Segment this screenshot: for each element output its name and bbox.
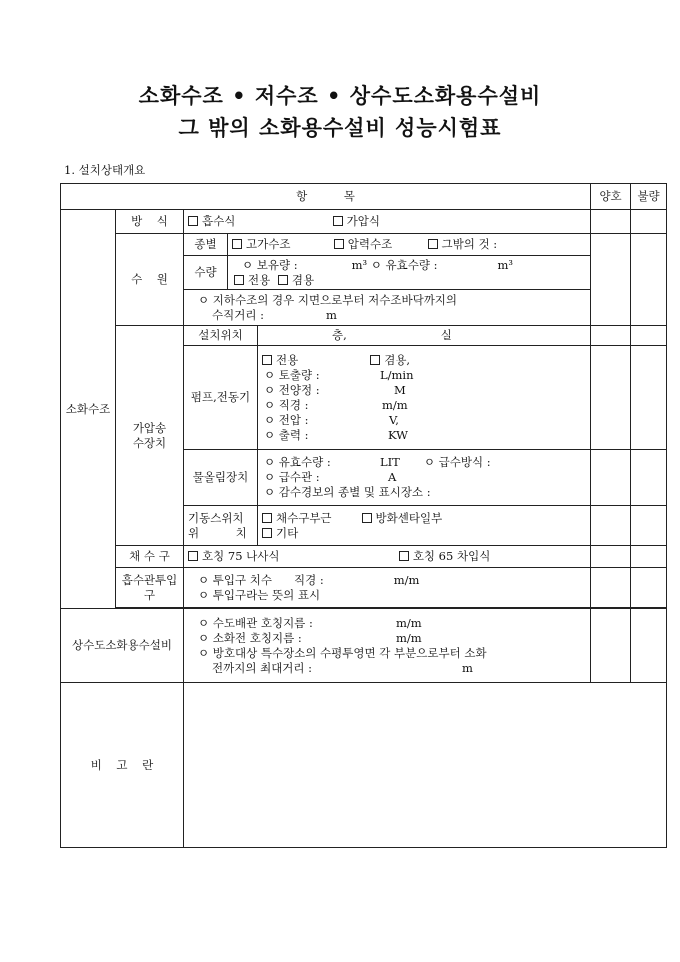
type-opt-pressure[interactable]: 압력수조 — [334, 237, 392, 251]
check-bad[interactable] — [631, 326, 667, 346]
switch-label: 기동스위치위 치 — [184, 506, 258, 546]
type-opt-elevated[interactable]: 고가수조 — [232, 237, 290, 251]
check-bad[interactable] — [631, 346, 667, 450]
check-good[interactable] — [591, 609, 631, 683]
water-supply-specs: ㅇ 수도배관 호칭지름 : m/m ㅇ 소화전 호칭지름 : m/m ㅇ 방호대상 특수장소의 수평투영면 각 부분으로부터 소화 전까지의 최대거리 : m — [184, 609, 591, 683]
remarks-label: 비 고 란 — [61, 683, 184, 848]
location-value: 층, 실 — [258, 326, 591, 346]
check-good[interactable] — [591, 234, 631, 326]
check-good[interactable] — [591, 568, 631, 608]
outlet-options: 호칭 75 나사식 호칭 65 차입식 — [184, 546, 591, 568]
header-good: 양호 — [591, 184, 631, 210]
title-line-2: 그 밖의 소화용수설비 성능시험표 — [178, 116, 502, 140]
suction-label: 흡수관투입구 — [116, 568, 184, 608]
check-good[interactable] — [591, 450, 631, 506]
pump-specs: 전용 겸용, ㅇ 토출량 : L/min ㅇ 전양정 : M ㅇ 직경 : m/m ㅇ 전압 : V, ㅇ 출력 : KW — [258, 346, 591, 450]
checkbox[interactable] — [334, 239, 344, 249]
type-opt-other[interactable]: 그밖의 것 : — [428, 237, 498, 251]
check-good[interactable] — [591, 346, 631, 450]
source-qty: ㅇ 보유량 : m³ ㅇ 유효수량 : m³ 전용 겸용 — [228, 256, 591, 290]
checkbox[interactable] — [370, 355, 380, 365]
water-supply-label: 상수도소화용수설비 — [61, 609, 184, 683]
checkbox[interactable] — [262, 355, 272, 365]
check-good[interactable] — [591, 210, 631, 234]
checkbox[interactable] — [428, 239, 438, 249]
checkbox[interactable] — [262, 528, 272, 538]
switch-options: 채수구부근 방화센타일부 기타 — [258, 506, 591, 546]
check-bad[interactable] — [631, 568, 667, 608]
checkbox[interactable] — [362, 513, 372, 523]
section-heading: 1. 설치상태개요 — [64, 163, 146, 177]
title-line-1: 소화수조 • 저수조 • 상수도소화용수설비 — [138, 84, 542, 108]
location-label: 설치위치 — [184, 326, 258, 346]
priming-specs: ㅇ 유효수량 : LIT ㅇ 급수방식 : ㅇ 급수관 : A ㅇ 감수경보의 종별 및 표시장소 : — [258, 450, 591, 506]
check-bad[interactable] — [631, 450, 667, 506]
checkbox[interactable] — [262, 513, 272, 523]
inspection-table — [60, 183, 667, 848]
check-bad[interactable] — [631, 609, 667, 683]
remarks-content[interactable] — [184, 683, 667, 848]
header-item: 항 목 — [61, 184, 591, 210]
check-bad[interactable] — [631, 234, 667, 326]
pump-label: 펌프,전동기 — [184, 346, 258, 450]
sohwa-label: 소화수조 — [61, 210, 116, 609]
check-good[interactable] — [591, 326, 631, 346]
checkbox[interactable] — [232, 239, 242, 249]
checkbox[interactable] — [278, 275, 288, 285]
check-bad[interactable] — [631, 210, 667, 234]
checkbox[interactable] — [188, 551, 198, 561]
header-bad: 불량 — [631, 184, 667, 210]
checkbox[interactable] — [333, 216, 343, 226]
check-good[interactable] — [591, 506, 631, 546]
source-depth: ㅇ 지하수조의 경우 지면으로부터 저수조바닥까지의 수직거리 : m — [184, 290, 591, 326]
suction-specs: ㅇ 투입구 치수 직경 : m/m ㅇ 투입구라는 뜻의 표시 — [184, 568, 591, 608]
check-bad[interactable] — [631, 506, 667, 546]
source-label: 수 원 — [116, 234, 184, 326]
source-type-label: 종별 — [184, 234, 228, 256]
checkbox[interactable] — [188, 216, 198, 226]
method-opt-suction[interactable]: 흡수식 — [188, 214, 235, 228]
checkbox[interactable] — [399, 551, 409, 561]
method-options — [184, 210, 591, 234]
method-label: 방 식 — [116, 210, 184, 234]
source-type-options — [228, 234, 591, 256]
method-opt-pressurized[interactable]: 가압식 — [333, 214, 380, 228]
check-good[interactable] — [591, 546, 631, 568]
pressure-label: 가압송수장치 — [116, 326, 184, 546]
source-qty-label: 수량 — [184, 256, 228, 290]
outlet-label: 채 수 구 — [116, 546, 184, 568]
check-bad[interactable] — [631, 546, 667, 568]
priming-label: 물올림장치 — [184, 450, 258, 506]
checkbox[interactable] — [234, 275, 244, 285]
